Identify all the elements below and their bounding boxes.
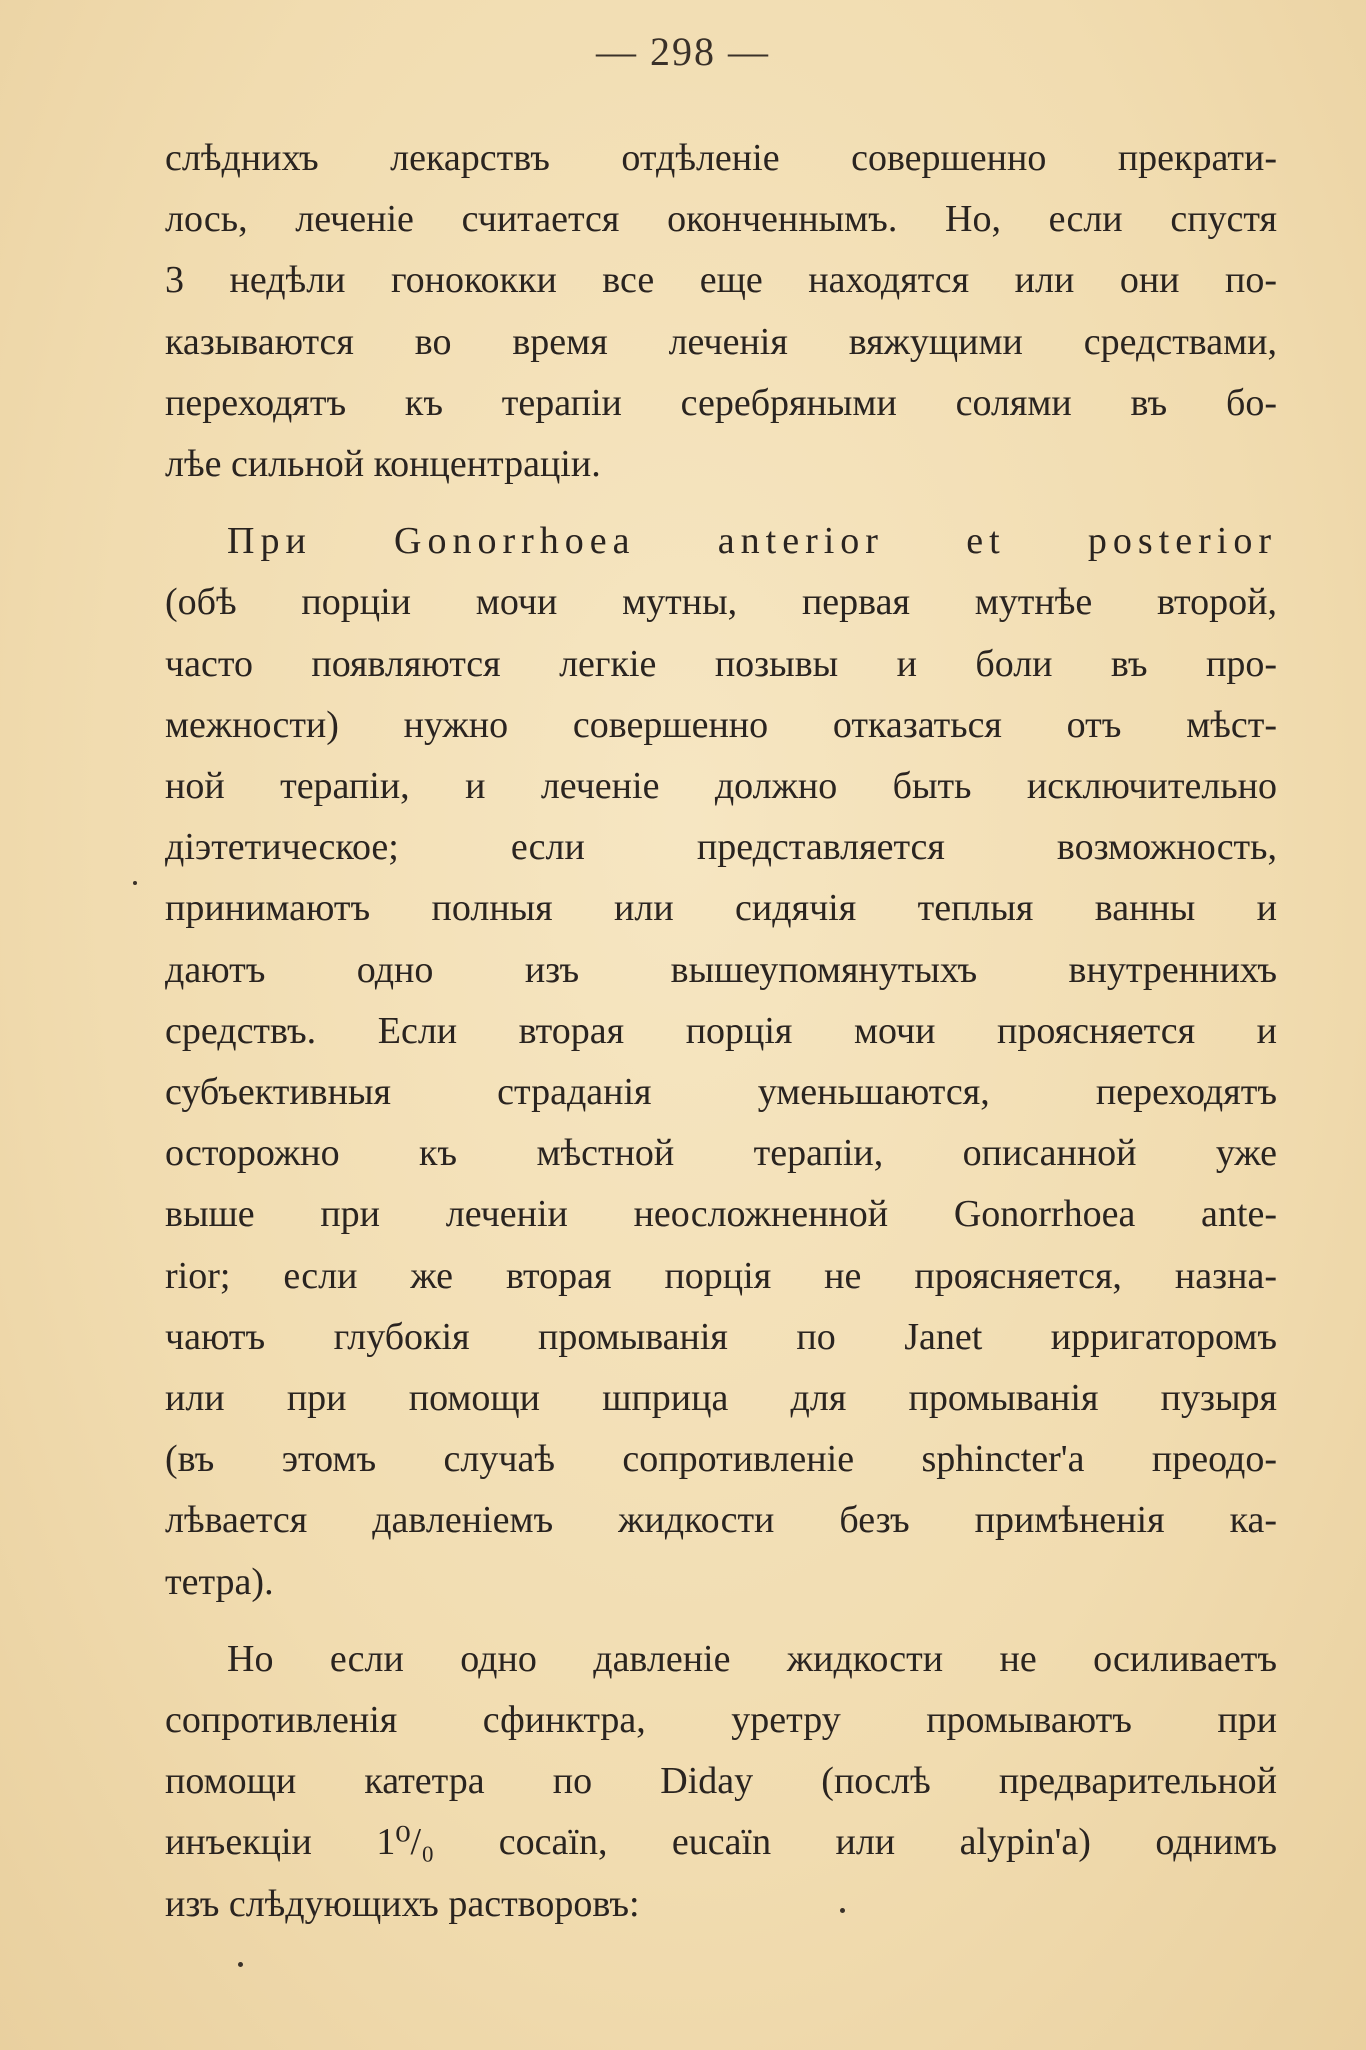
text-line: 3 недѣли гонококки все еще находятся или они по- [165,259,1277,302]
text-line: выше при леченіи неосложненной Gonorrhoea ante- [165,1193,1277,1236]
paragraph-1 [165,128,1277,495]
paragraph-3 [165,1629,1277,1935]
text-line: тетра). [165,1560,274,1603]
text-line: слѣднихъ лекарствъ отдѣленіе совершенно прекрати- [165,137,1277,179]
text-line: изъ слѣдующихъ растворовъ: [165,1882,640,1925]
paragraph-2 [165,511,1277,1613]
ink-speck [840,1908,845,1913]
text-line: даютъ одно изъ вышеупомянутыхъ внутреннихъ [165,948,1277,991]
text-line: діэтетическое; если представляется возможность, [165,826,1277,869]
text-line: (обѣ порціи мочи мутны, первая мутнѣе второй, [165,581,1277,624]
text-line: субъективныя страданія уменьшаются, переходятъ [165,1071,1277,1114]
body-text [165,128,1277,1935]
text-line: rior; если же вторая порція не проясняется, назна- [165,1254,1277,1297]
text-line: лось, леченіе считается оконченнымъ. Но, если спустя [165,198,1277,241]
text-line: (въ этомъ случаѣ сопротивленіе sphincter'a преодо- [165,1438,1277,1481]
text-line: ной терапіи, и леченіе должно быть исключительно [165,765,1277,808]
text-line: или при помощи шприца для промыванія пузыря [165,1377,1277,1420]
text-line: средствъ. Если вторая порція мочи проясняется и [165,1009,1277,1052]
text-line: часто появляются легкіе позывы и боли въ про- [165,642,1277,685]
page-number: — 298 — [596,29,770,74]
ink-speck [238,1962,243,1967]
text-line: Но если одно давленіе жидкости не осиливаетъ [227,1637,1277,1680]
text-line: чаютъ глубокія промыванія по Janet ирригаторомъ [165,1315,1277,1358]
text-line: принимаютъ полныя или сидячія теплыя ванны и [165,887,1277,930]
text-line: лѣвается давленіемъ жидкости безъ примѣненія ка- [165,1499,1277,1542]
text-line: помощи катетра по Diday (послѣ предварительной [165,1760,1277,1803]
text-line: инъекціи 1⁰/₀ cocaïn, eucaïn или alypin'a) однимъ [165,1821,1277,1864]
text-line: лѣе сильной концентраціи. [165,443,601,486]
text-line: осторожно къ мѣстной терапіи, описанной уже [165,1132,1277,1175]
text-line: казываются во время леченія вяжущими средствами, [165,320,1277,363]
text-line: При Gonorrhoea anterior et posterior [227,520,1277,563]
text-line: переходятъ къ терапіи серебряными солями въ бо- [165,381,1277,424]
text-line: сопротивленія сфинктра, уретру промываютъ при [165,1699,1277,1742]
text-line: межности) нужно совершенно отказаться отъ мѣст- [165,703,1277,746]
ink-speck [133,881,137,885]
